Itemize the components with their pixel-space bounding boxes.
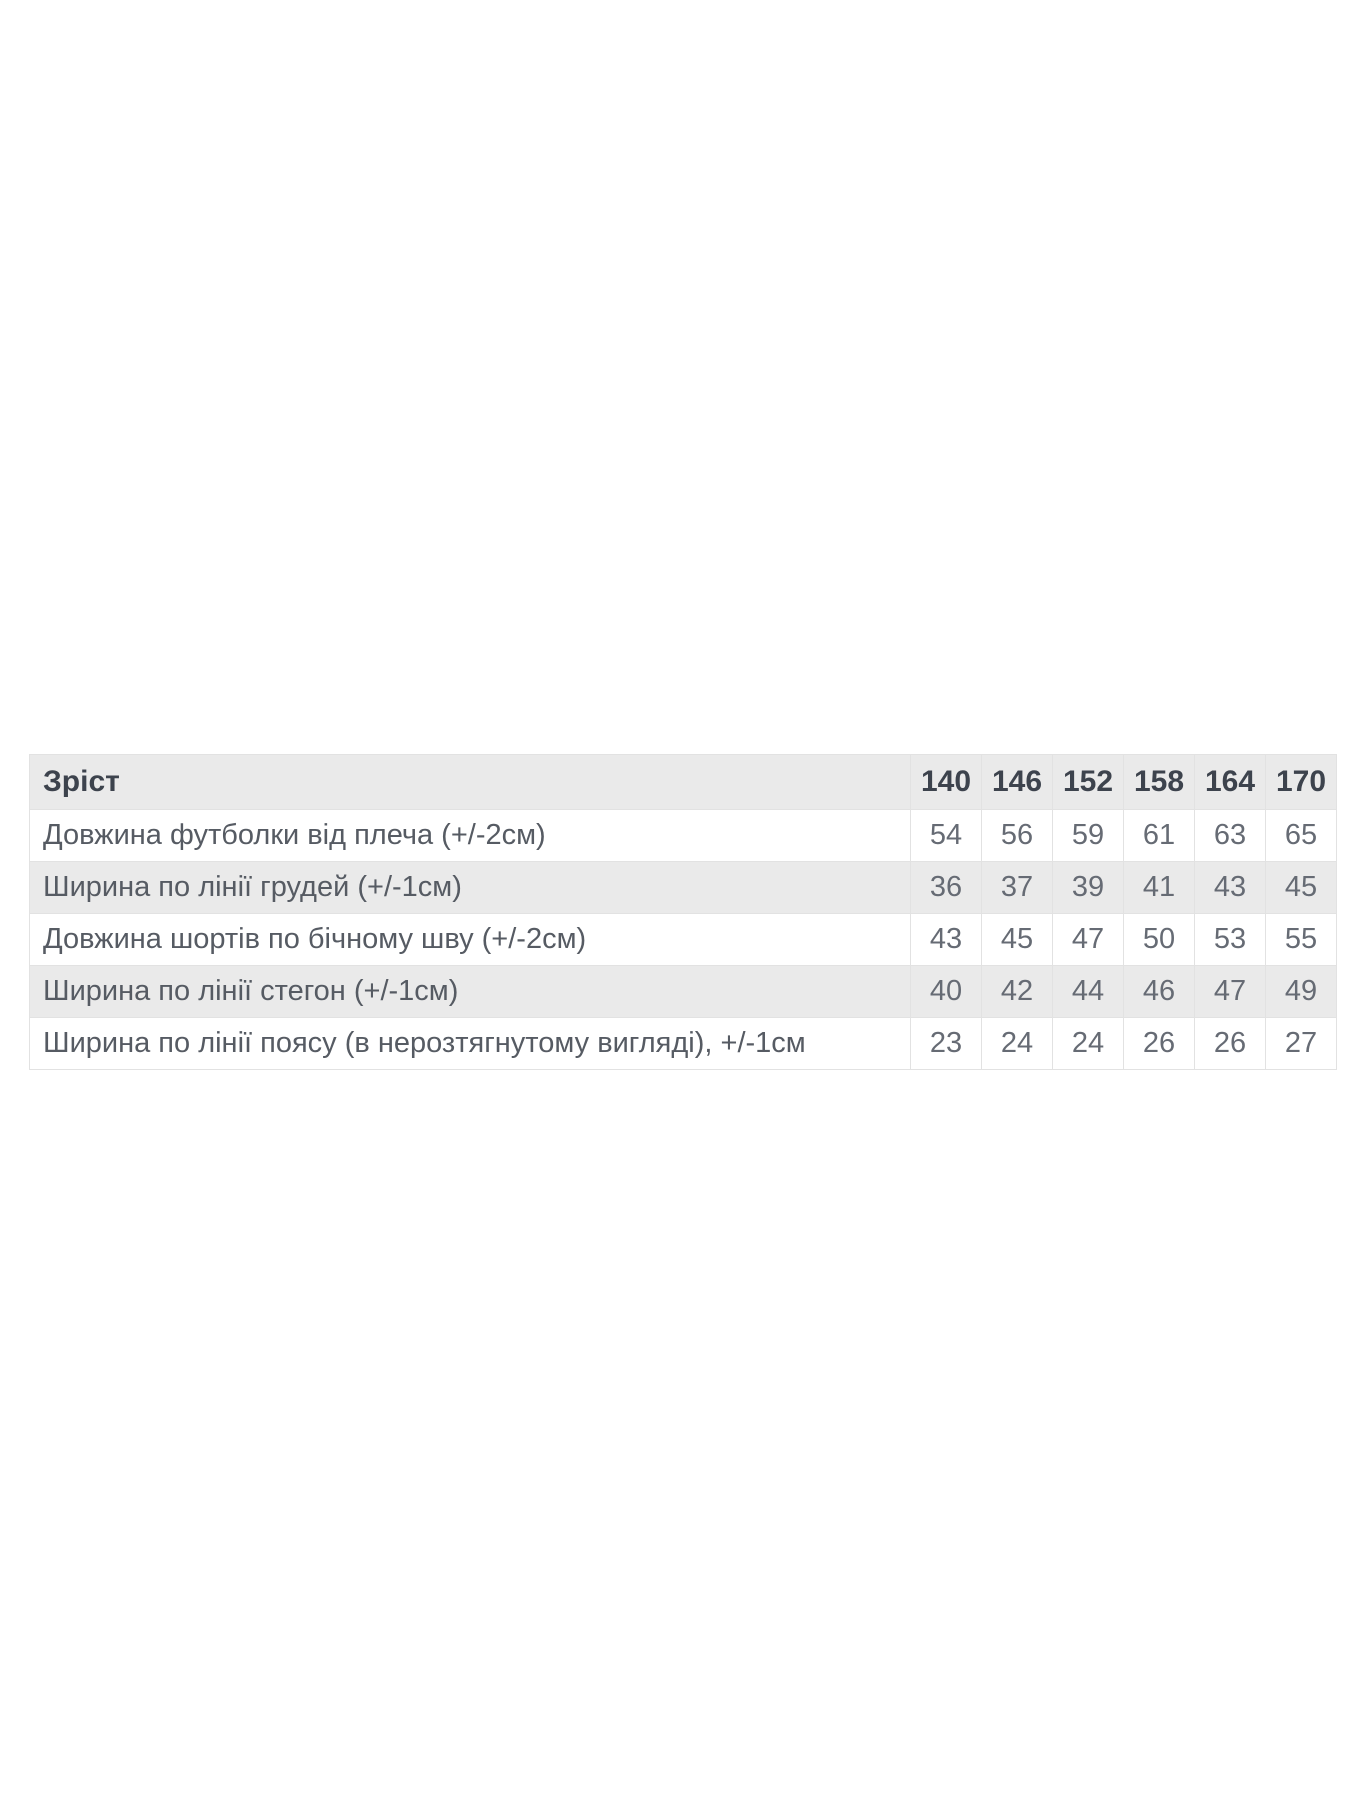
row-label: Ширина по лінії поясу (в нерозтягнутому вигляді), +/-1см <box>30 1018 911 1070</box>
header-size-1: 146 <box>982 755 1053 810</box>
row-value: 45 <box>1266 862 1337 914</box>
header-size-3: 158 <box>1124 755 1195 810</box>
header-size-0: 140 <box>911 755 982 810</box>
row-value: 24 <box>1053 1018 1124 1070</box>
row-value: 54 <box>911 810 982 862</box>
row-value: 43 <box>1195 862 1266 914</box>
row-value: 63 <box>1195 810 1266 862</box>
row-value: 56 <box>982 810 1053 862</box>
row-value: 46 <box>1124 966 1195 1018</box>
row-value: 47 <box>1053 914 1124 966</box>
table-row <box>30 914 1337 966</box>
header-size-4: 164 <box>1195 755 1266 810</box>
row-label: Ширина по лінії стегон (+/-1см) <box>30 966 911 1018</box>
row-value: 53 <box>1195 914 1266 966</box>
row-value: 41 <box>1124 862 1195 914</box>
row-value: 59 <box>1053 810 1124 862</box>
row-value: 24 <box>982 1018 1053 1070</box>
row-value: 36 <box>911 862 982 914</box>
row-label: Довжина футболки від плеча (+/-2см) <box>30 810 911 862</box>
row-value: 27 <box>1266 1018 1337 1070</box>
row-value: 45 <box>982 914 1053 966</box>
row-value: 49 <box>1266 966 1337 1018</box>
row-value: 43 <box>911 914 982 966</box>
row-value: 23 <box>911 1018 982 1070</box>
row-value: 26 <box>1124 1018 1195 1070</box>
header-size-2: 152 <box>1053 755 1124 810</box>
table-header-row <box>30 755 1337 810</box>
row-value: 44 <box>1053 966 1124 1018</box>
table-row <box>30 1018 1337 1070</box>
header-size-5: 170 <box>1266 755 1337 810</box>
row-value: 65 <box>1266 810 1337 862</box>
row-value: 26 <box>1195 1018 1266 1070</box>
table-row <box>30 966 1337 1018</box>
row-value: 47 <box>1195 966 1266 1018</box>
size-chart <box>29 754 1337 1070</box>
row-value: 39 <box>1053 862 1124 914</box>
row-value: 37 <box>982 862 1053 914</box>
size-chart-head <box>30 755 1337 810</box>
row-value: 40 <box>911 966 982 1018</box>
row-value: 61 <box>1124 810 1195 862</box>
row-value: 42 <box>982 966 1053 1018</box>
table-row <box>30 862 1337 914</box>
row-label: Довжина шортів по бічному шву (+/-2см) <box>30 914 911 966</box>
header-measure-label: Зріст <box>30 755 911 810</box>
table-row <box>30 810 1337 862</box>
row-value: 55 <box>1266 914 1337 966</box>
size-chart-table <box>29 754 1337 1070</box>
row-value: 50 <box>1124 914 1195 966</box>
size-chart-body <box>30 810 1337 1070</box>
row-label: Ширина по лінії грудей (+/-1см) <box>30 862 911 914</box>
